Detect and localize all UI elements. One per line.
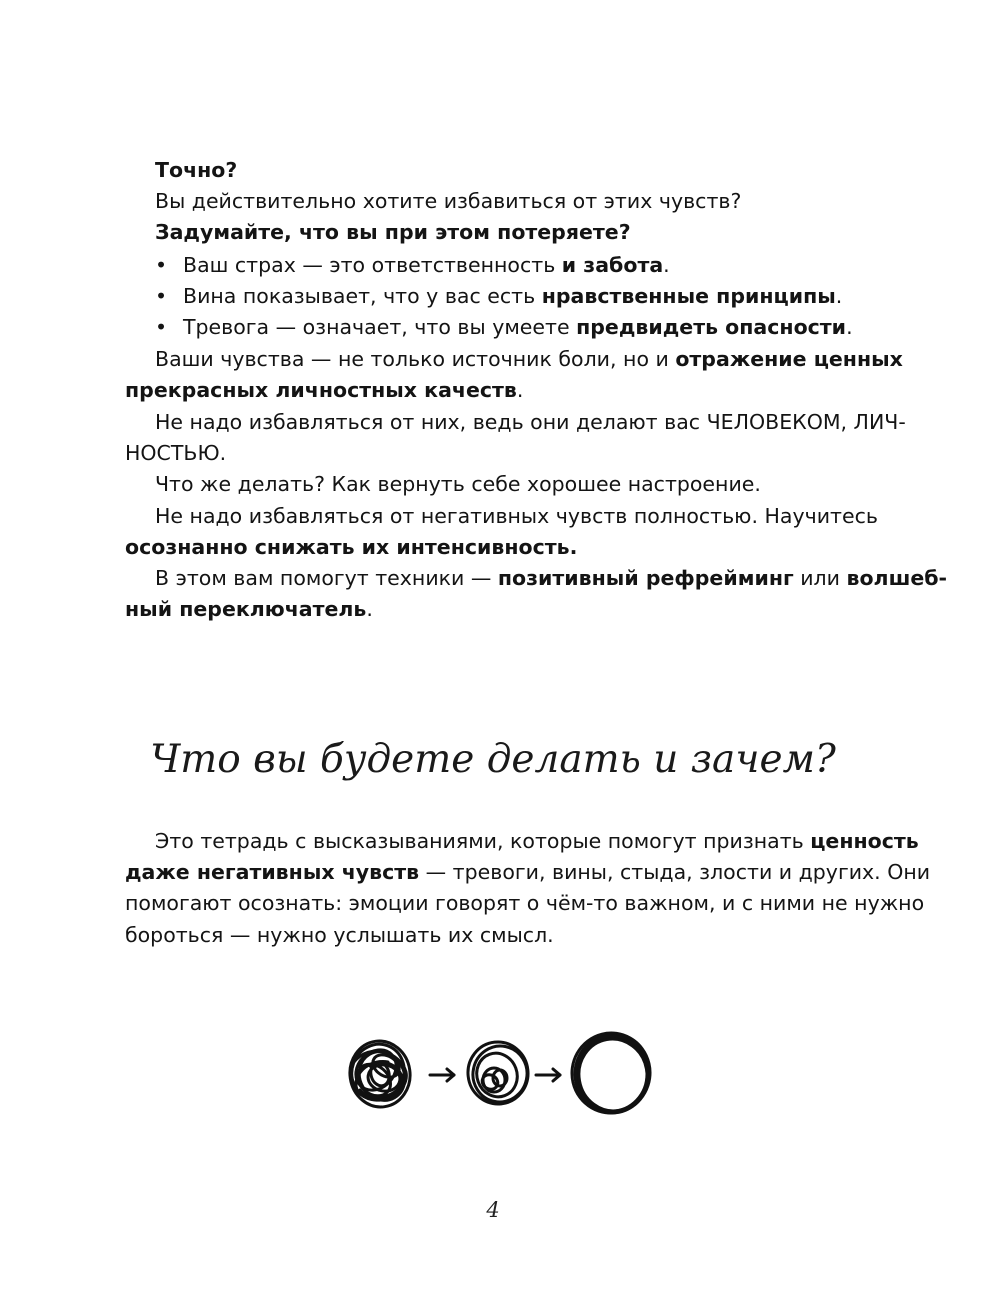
bullet-dot-icon: •: [155, 315, 168, 339]
bullet-dot-icon: •: [155, 253, 168, 277]
prompt-line: Задумайте, что вы при этом потеряете?: [155, 220, 631, 244]
bullet-dot-icon: •: [155, 284, 168, 308]
paragraph-line: даже негативных чувств — тревоги, вины, стыда, злости и других. Они: [125, 860, 931, 884]
arrow-right-icon: [536, 1069, 560, 1081]
paragraph-line: Ваши чувства — не только источник боли, но и отражение ценных: [155, 347, 903, 371]
paragraph-line: помогают осознать: эмоции говорят о чём-то важном, и с ними не нужно: [125, 891, 925, 915]
tangled-scribble-icon: [344, 1037, 414, 1111]
paragraph-line: НОСТЬЮ.: [125, 441, 227, 465]
section-title: Точно?: [155, 158, 238, 182]
section-heading: Что вы будете делать и зачем?: [150, 737, 836, 782]
paragraph-line: Не надо избавляться от них, ведь они делают вас ЧЕЛОВЕКОМ, ЛИЧ-: [155, 410, 906, 434]
clear-circle-icon: [567, 1028, 655, 1118]
paragraph-line: осознанно снижать их интенсивность.: [125, 535, 578, 559]
loosening-circle-icon: [465, 1039, 532, 1107]
tangle-to-circle-illustration: [340, 1022, 660, 1122]
page-number: 4: [486, 1198, 500, 1222]
paragraph-line: Не надо избавляться от негативных чувств полностью. Научитесь: [155, 504, 878, 528]
paragraph-line: Это тетрадь с высказываниями, которые помогут признать ценность: [155, 829, 919, 853]
paragraph-line: В этом вам помогут техники — позитивный рефрейминг или волшеб-: [155, 566, 948, 590]
arrow-right-icon: [430, 1069, 454, 1081]
paragraph-line: бороться — нужно услышать их смысл.: [125, 923, 554, 947]
question-line: Вы действительно хотите избавиться от этих чувств?: [155, 189, 742, 213]
paragraph-line: ный переключатель.: [125, 597, 373, 621]
paragraph-line: Что же делать? Как вернуть себе хорошее настроение.: [155, 472, 761, 496]
paragraph-line: прекрасных личностных качеств.: [125, 378, 524, 402]
